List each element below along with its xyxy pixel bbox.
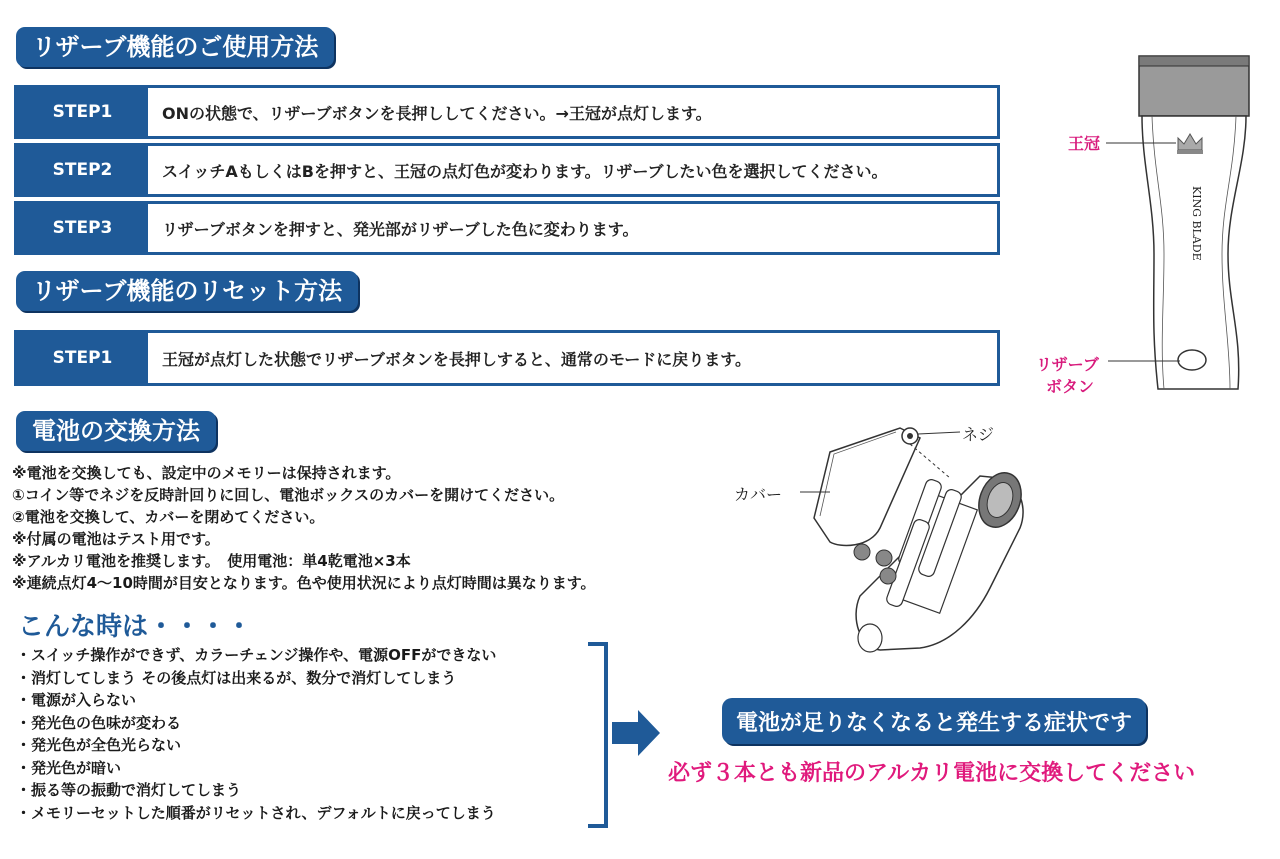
section-title-reserve-usage: リザーブ機能のご使用方法 <box>16 27 334 67</box>
symptom-item: ・消灯してしまう その後点灯は出来るが、数分で消灯してしまう <box>16 668 457 687</box>
step-label: STEP3 <box>17 204 148 252</box>
symptom-item: ・電源が入らない <box>16 691 137 709</box>
section-title-battery-replace: 電池の交換方法 <box>16 411 216 451</box>
step-label: STEP1 <box>17 88 148 136</box>
symptom-item: ・発光色の色味が変わる <box>16 713 182 732</box>
step-row <box>14 85 1000 139</box>
note-line: ②電池を交換して、カバーを閉めてください。 <box>12 508 325 526</box>
step-text: 王冠が点灯した状態でリザーブボタンを長押しすると、通常のモードに戻ります。 <box>162 349 751 369</box>
reserve-usage-steps <box>14 85 1000 259</box>
step-label: STEP1 <box>17 333 148 383</box>
note-line: ※電池を交換しても、設定中のメモリーは保持されます。 <box>12 464 401 482</box>
step-text: ONの状態で、リザーブボタンを長押ししてください。→王冠が点灯します。 <box>162 103 712 123</box>
reserve-leader-line <box>1108 359 1180 363</box>
step-text: スイッチAもしくはBを押すと、王冠の点灯色が変わります。リザーブしたい色を選択してください。 <box>162 161 888 181</box>
symptom-item: ・発光色が全色光らない <box>16 736 182 754</box>
symptom-bracket <box>588 642 608 828</box>
symptom-item: ・メモリーセットした順番がリセットされ、デフォルトに戻ってしまう <box>16 803 496 822</box>
crown-leader-line <box>1106 141 1176 145</box>
symptom-item: ・スイッチ操作ができず、カラーチェンジ操作や、電源OFFができない <box>16 646 497 664</box>
step-row <box>14 330 1000 386</box>
step-row <box>14 201 1000 255</box>
note-line: ※付属の電池はテスト用です。 <box>12 530 220 548</box>
crown-label: 王冠 <box>1068 134 1101 153</box>
screw-label: ネジ <box>962 425 995 444</box>
symptom-item: ・振る等の振動で消灯してしまう <box>16 781 242 799</box>
reserve-reset-steps <box>14 330 1000 390</box>
section-title-reserve-reset: リザーブ機能のリセット方法 <box>16 271 358 311</box>
note-line: ※アルカリ電池を推奨します。 使用電池：単4乾電池×3本 <box>12 552 411 570</box>
device-brand-text: KING BLADE <box>1190 186 1203 261</box>
battery-notes <box>12 462 596 594</box>
troubleshoot-heading: こんな時は・・・・ <box>18 612 253 642</box>
step-row <box>14 143 1000 197</box>
screw-icon <box>902 428 918 444</box>
note-line: ※連続点灯4～10時間が目安となります。色や使用状況により点灯時間は異なります。 <box>12 574 596 592</box>
symptom-list <box>16 644 496 824</box>
cover-label: カバー <box>734 485 783 504</box>
step-text: リザーブボタンを押すと、発光部がリザーブした色に変わります。 <box>162 219 639 239</box>
reserve-button-label-2: ボタン <box>1046 377 1095 396</box>
note-line: ①コイン等でネジを反時計回りに回し、電池ボックスのカバーを開けてください。 <box>12 486 565 504</box>
symptom-item: ・発光色が暗い <box>16 758 122 777</box>
step-label: STEP2 <box>17 146 148 194</box>
battery-diagram <box>800 418 1040 668</box>
arrow-right-icon <box>612 708 662 758</box>
reserve-button-label-1: リザーブ <box>1036 355 1099 374</box>
result-note: 必ず３本とも新品のアルカリ電池に交換してください <box>668 761 1196 786</box>
result-badge: 電池が足りなくなると発生する症状です <box>722 698 1146 744</box>
